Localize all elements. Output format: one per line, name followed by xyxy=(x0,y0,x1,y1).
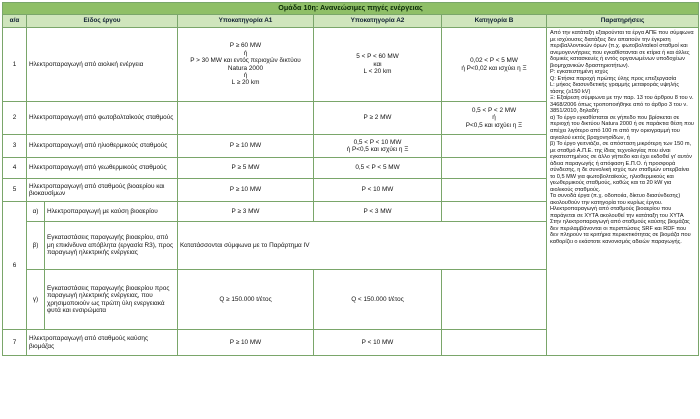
notes-cell xyxy=(547,28,699,356)
a2-line: 0,5 < P < 10 MW xyxy=(353,138,402,146)
row-num: 5 xyxy=(3,179,27,202)
row-a1: P ≥ 10 MW xyxy=(178,135,314,158)
row-a2: P < 10 MW xyxy=(314,330,442,356)
a1-line: P > 30 MW και εντός περιοχών δικτύου Natura 2000 xyxy=(190,57,301,72)
row-sub: α) xyxy=(27,202,45,222)
row-b xyxy=(442,158,547,179)
row-a1: P ≥ 3 MW xyxy=(178,202,314,222)
header-a1: Υποκατηγορία Α1 xyxy=(178,15,314,28)
row-a2: P < 10 MW xyxy=(314,179,442,202)
row-kind: Ηλεκτροπαραγωγή από σταθμούς καύσης βιομάζας xyxy=(27,330,178,356)
row-a1: Q ≥ 150.000 t/έτος xyxy=(178,270,314,330)
row-num: 3 xyxy=(3,135,27,158)
row-a2: 0,5 < P < 5 MW xyxy=(314,158,442,179)
row-b xyxy=(442,330,547,356)
note-line: Ξ: Εξαίρεση σύμφωνα με την παρ. 13 του άρθρου 8 του ν. 3468/2006 όπως τροποποιήθηκε από το άρθρο 3 του ν. 3851/2010, δηλαδή: xyxy=(550,95,694,115)
row-a2 xyxy=(314,28,442,102)
header-notes: Παρατηρήσεις xyxy=(547,15,699,28)
energy-classification-table xyxy=(2,2,699,356)
header-b: Κατηγορία Β xyxy=(442,15,547,28)
row-a1 xyxy=(178,28,314,102)
row-a2: P < 3 MW xyxy=(314,202,442,222)
row-b xyxy=(442,102,547,135)
row-a2: Q < 150.000 t/έτος xyxy=(314,270,442,330)
a2-line: και xyxy=(373,60,382,68)
row-a1: P ≥ 5 MW xyxy=(178,158,314,179)
row-b xyxy=(442,202,547,222)
note-line: Ηλεκτροπαραγωγή από σταθμούς βιοαερίου που παράγεται σε ΧΥΤΑ ακολουθεί την κατάταξη του ΧΥΤΑ xyxy=(550,206,684,219)
note-line: Τα συνοδά έργα (π.χ. οδοποιία, δίκτυο διασύνδεσης) ακολουθούν την κατηγορία του κυρίως έργου. xyxy=(550,193,681,206)
header-a2: Υποκατηγορία Α2 xyxy=(314,15,442,28)
note-line: β) Το έργο γειτνιάζει, σε απόσταση μικρότερη των 150 m, με σταθμό Α.Π.Ε. της ίδιας τεχνολογίας που είναι εγκατεστημένος σε άλλο γήπεδο και έχει εκδοθεί γι' αυτόν άδεια παραγωγής ή απόφαση Ε.Π.Ο. ή προσφορά σύνδεσης, η δε συνολική ισχύς των σταθμών υπερβαίνει το 0,5 MW για φωτοβολταϊκούς, ηλιοθερμικούς και γεωθερμικούς σταθμούς, καθώς και τα 20 kW για αιολικούς σταθμούς. xyxy=(550,141,692,193)
row-kind: Εγκαταστάσεις παραγωγής βιοαερίου προς παραγωγή ηλεκτρικής ενέργειας, που χρησιμοποιούν ως πρώτη ύλη ενεργειακά φυτά και ενσιρώματα xyxy=(45,270,178,330)
b-line: ή P<0,02 και ισχύει η Ξ xyxy=(461,64,527,72)
page xyxy=(0,2,700,419)
row-num: 1 xyxy=(3,28,27,102)
b-line: 0,5 < P < 2 MW xyxy=(471,106,517,114)
a2-line: L < 20 km xyxy=(363,68,392,76)
a2-line: 5 < P < 60 MW xyxy=(356,53,399,61)
row-kind: Ηλεκτροπαραγωγή από αιολική ενέργεια xyxy=(27,28,178,102)
row-kind: Ηλεκτροπαραγωγή από γεωθερμικούς σταθμούς xyxy=(27,158,178,179)
row-a1: P ≥ 10 MW xyxy=(178,179,314,202)
a1-line: ή xyxy=(243,71,248,79)
b-line: P<0,5 και ισχύει η Ξ xyxy=(465,121,523,129)
row-b xyxy=(442,270,547,330)
b-line: ή xyxy=(492,114,496,122)
a1-line: L ≥ 20 km xyxy=(231,79,260,87)
row-sub: β) xyxy=(27,222,45,270)
table-title: Ομάδα 10η: Ανανεώσιμες πηγές ενέργειας xyxy=(3,3,699,15)
table-row xyxy=(3,28,699,102)
row-num: 7 xyxy=(3,330,27,356)
note-line: P: εγκατεστημένη ισχύς xyxy=(550,69,609,76)
row-b xyxy=(442,179,547,202)
header-row xyxy=(3,15,699,28)
row-sub: γ) xyxy=(27,270,45,330)
row-b xyxy=(442,28,547,102)
row-b xyxy=(442,135,547,158)
row-kind: Ηλεκτροπαραγωγή από σταθμούς βιοαερίου και βιοκαυσίμων xyxy=(27,179,178,202)
a2-line: ή P<0,5 και ισχύει η Ξ xyxy=(346,146,409,153)
a1-line: ή xyxy=(243,49,248,57)
row-span-note: Κατατάσσονται σύμφωνα με το Παράρτημα IV xyxy=(178,222,547,270)
row-kind: Εγκαταστάσεις παραγωγής βιοαερίου, από μη επικίνδυνα απόβλητα (εργασία R3), προς παραγωγή ηλεκτρικής ενέργειας xyxy=(45,222,178,270)
table-title-row xyxy=(3,3,699,15)
note-line: Από την κατάταξη εξαιρούνται τα έργα ΑΠΕ που σύμφωνα με ισχύουσες διατάξεις δεν απαιτούν την έγκριση περιβαλλοντικών όρων (π.χ. φωτοβολταϊκοί σταθμοί και ανεμογεννήτριες που εγκαθίστανται σε κτίρια ή και άλλες δομικές κατασκευές ή εντός οργανωμένων υποδοχέων βιομηχανικών δραστηριοτήτων). xyxy=(550,30,694,69)
row-kind: Ηλεκτροπαραγωγή από φωτοβολταϊκούς σταθμούς xyxy=(27,102,178,135)
header-num: α/α xyxy=(3,15,27,28)
note-line: L: μήκος διασυνδετικής γραμμής μεταφοράς υψηλής τάσης (≥150 kV) xyxy=(550,82,680,95)
row-a2: P ≥ 2 MW xyxy=(314,102,442,135)
note-line: Στην ηλεκτροπαραγωγή από σταθμούς καύσης βιομάζας δεν περιλαμβάνονται οι περιπτώσεις SRF και RDF που δεν πληρούν τα κριτήρια περιεκτικότητας σε βιομάζα που καθορίζει ο εκάστοτε κανονισμός αδειών παραγωγής. xyxy=(550,219,691,245)
a1-line: P ≥ 60 MW xyxy=(229,42,262,50)
note-line: α) Το έργο εγκαθίσταται σε γήπεδο που βρίσκεται σε περιοχή του δικτύου Natura 2000 ή σε παράκτια θέση που απέχει λιγότερο από 100 m από την οριογραμμή του αιγιαλού εκτός βραχονησίδων, ή xyxy=(550,114,694,141)
row-kind: Ηλεκτροπαραγωγή από ηλιοθερμικούς σταθμούς xyxy=(27,135,178,158)
row-num: 2 xyxy=(3,102,27,135)
header-kind: Είδος έργου xyxy=(27,15,178,28)
row-a1: P ≥ 10 MW xyxy=(178,330,314,356)
row-num: 4 xyxy=(3,158,27,179)
row-num: 6 xyxy=(3,202,27,330)
note-line: Q: Ετήσια παροχή πρώτης ύλης προς επεξεργασία xyxy=(550,75,677,82)
row-a2 xyxy=(314,135,442,158)
b-line: 0,02 < P < 5 MW xyxy=(470,57,518,65)
row-kind: Ηλεκτροπαραγωγή με καύση βιοαερίου xyxy=(45,202,178,222)
row-a1 xyxy=(178,102,314,135)
